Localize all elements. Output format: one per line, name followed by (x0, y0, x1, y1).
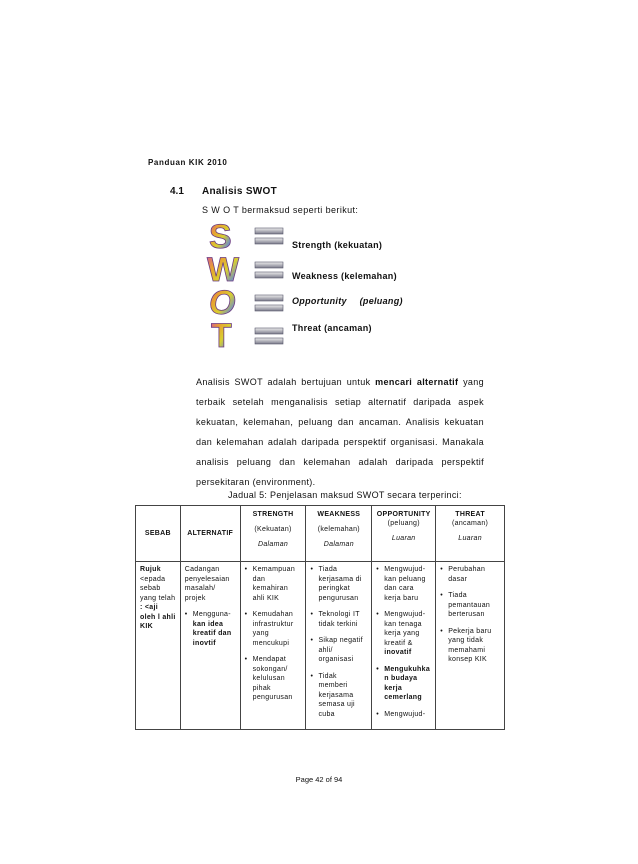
cell-weakness (306, 562, 372, 730)
list-item: • Kemampuan dan kemahiran ahli KIK (253, 565, 302, 603)
table-caption: Jadual 5: Penjelasan maksud SWOT secara terperinci: (228, 490, 462, 500)
header-opportunity-note: Luaran (391, 535, 416, 542)
header-strength-title: STRENGTH (252, 511, 294, 518)
alternatif-bullet-plain: Mengguna- (192, 611, 231, 618)
header-sebab: SEBAB (136, 506, 181, 562)
list-item: • Mengukuhka n budaya kerja cemerlang (384, 665, 431, 703)
cell-strength (240, 562, 306, 730)
table-row (136, 562, 505, 730)
header-opportunity-sub: (peluang) (387, 520, 420, 527)
list-item: • Tidak memberi kerjasama semasa uji cuba (318, 672, 367, 720)
section-number: 4.1 (170, 186, 184, 197)
list-item (384, 610, 431, 658)
list-item: • Mendapat sokongan/ kelulusan pihak pengurusan (253, 655, 302, 703)
cell-alternatif (180, 562, 240, 730)
swot-letter-s: S (209, 218, 232, 256)
opportunity-item-bold: inovatif (384, 649, 412, 656)
header-opportunity-title: OPPORTUNITY (376, 511, 431, 518)
list-item: • Kemudahan infrastruktur yang mencukupi (253, 610, 302, 648)
header-weakness-note: Dalaman (323, 541, 354, 548)
opportunity-item-text: Mengwujud-kan tenaga kerja yang kreatif & (384, 611, 426, 647)
cell-threat (436, 562, 505, 730)
strength-meaning: Strength (kekuatan) (292, 240, 383, 250)
list-item (193, 610, 236, 648)
sebab-text: <epada sebab yang telah (140, 575, 176, 602)
sebab-tail: : <aji oleh l ahli KIK (140, 604, 176, 630)
header-threat-title: THREAT (455, 511, 485, 518)
opportunity-meaning (292, 296, 403, 306)
equals-sign-icon (255, 228, 283, 344)
header-weakness (306, 506, 372, 562)
paragraph-emphasis: mencari alternatif (375, 377, 459, 387)
opportunity-label: Opportunity (292, 296, 347, 306)
header-alternatif: ALTERNATIF (180, 506, 240, 562)
section-title: Analisis SWOT (202, 186, 278, 197)
opportunity-malay: (peluang) (359, 296, 403, 306)
weakness-meaning: Weakness (kelemahan) (292, 271, 397, 281)
table-header-row (136, 506, 505, 562)
header-strength-note: Dalaman (257, 541, 289, 548)
page-number: Page 42 of 94 (295, 775, 343, 784)
header-weakness-title: WEAKNESS (317, 511, 361, 518)
swot-letters-graphic (205, 218, 287, 350)
paragraph-part1: Analisis SWOT adalah bertujuan untuk (196, 377, 376, 387)
header-opportunity (372, 506, 436, 562)
header-threat-note: Luaran (458, 535, 482, 542)
swot-table (135, 505, 505, 730)
threat-meaning: Threat (ancaman) (292, 323, 372, 333)
header-threat (436, 506, 505, 562)
paragraph-part2: yang terbaik setelah menganalisis setiap alternatif daripada aspek kekuatan, kelemahan, peluang dan ancaman. Analisis kekuatan dan kelemahan adalah daripada perspektif organisasi. Manakala analisis peluang dan kelemahan adalah daripada perspektif persekitaran (environment). (196, 377, 484, 487)
list-item: • Tiada pemantauan berterusan (448, 591, 500, 620)
cell-sebab (136, 562, 181, 730)
list-item: • Mengwujud- (384, 710, 431, 720)
header-threat-sub: (ancaman) (452, 520, 489, 527)
list-item: • Teknologi IT tidak terkini (318, 610, 367, 629)
list-item: • Tiada kerjasama di peringkat pengurusan (318, 565, 367, 603)
header-strength-sub: (Kekuatan) (254, 526, 292, 533)
alternatif-text: Cadangan penyelesaian masalah/ projek (184, 566, 230, 602)
alternatif-bullet-bold: kan idea kreatif dan inovtif (192, 620, 232, 647)
list-item: • Mengwujud-kan peluang dan cara kerja baru (384, 565, 431, 603)
swot-letter-o: O (209, 284, 236, 322)
list-item: • Sikap negatif ahli/ organisasi (318, 636, 367, 665)
list-item: • Pekerja baru yang tidak memahami konsep KIK (448, 627, 500, 665)
running-header: Panduan KIK 2010 (148, 158, 228, 167)
section-intro: S W O T bermaksud seperti berikut: (202, 205, 359, 215)
swot-paragraph (196, 372, 484, 492)
list-item: • Perubahan dasar (448, 565, 500, 584)
sebab-lead: Rujuk (140, 566, 161, 573)
header-weakness-sub: (kelemahan) (317, 526, 360, 533)
swot-letter-w: W (207, 251, 240, 289)
cell-opportunity (372, 562, 436, 730)
header-strength (240, 506, 306, 562)
swot-letter-t: T (211, 317, 232, 350)
